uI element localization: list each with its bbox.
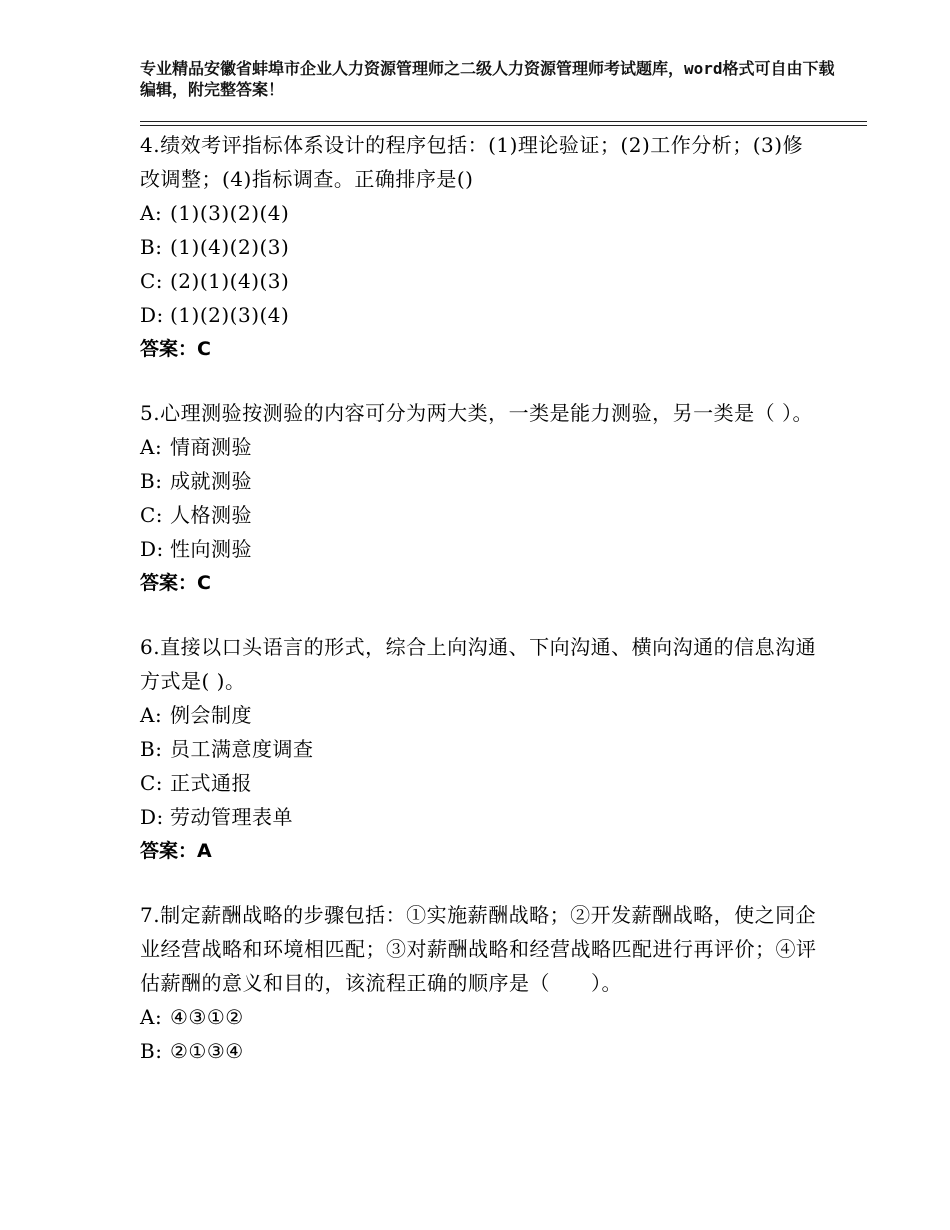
question-5	[140, 396, 820, 600]
document-header: 专业精品安徽省蚌埠市企业人力资源管理师之二级人力资源管理师考试题库，word格式可自由下载编辑，附完整答案！	[140, 59, 835, 99]
option-text: 成就测验	[170, 469, 252, 493]
option-text: (2)(1)(4)(3)	[170, 269, 290, 293]
option-key: C:	[140, 771, 164, 795]
option-a	[140, 196, 820, 230]
option-a	[140, 1000, 820, 1034]
option-text: ④③①②	[170, 1005, 244, 1029]
option-text: (1)(2)(3)(4)	[170, 303, 290, 327]
option-key: D:	[140, 805, 164, 829]
option-key: B:	[140, 235, 163, 259]
question-list	[140, 128, 820, 1098]
question-4	[140, 128, 820, 366]
option-a	[140, 698, 820, 732]
option-key: A:	[140, 703, 163, 727]
question-stem: 6.直接以口头语言的形式，综合上向沟通、下向沟通、横向沟通的信息沟通方式是( )。	[140, 635, 817, 693]
option-c	[140, 498, 820, 532]
option-key: B:	[140, 737, 163, 761]
header-divider	[140, 121, 867, 126]
option-key: A:	[140, 435, 163, 459]
option-b	[140, 464, 820, 498]
question-stem: 7.制定薪酬战略的步骤包括：①实施薪酬战略；②开发薪酬战略，使之同企业经营战略和环境相匹配；③对薪酬战略和经营战略匹配进行再评价；④评估薪酬的意义和目的，该流程正确的顺序是（ ）。	[140, 903, 817, 995]
option-text: 正式通报	[170, 771, 252, 795]
option-key: B:	[140, 469, 163, 493]
option-d	[140, 298, 820, 332]
question-7	[140, 898, 820, 1068]
option-key: B:	[140, 1039, 163, 1063]
option-key: A:	[140, 201, 163, 225]
option-c	[140, 766, 820, 800]
option-text: 劳动管理表单	[170, 805, 293, 829]
option-text: 人格测验	[170, 503, 252, 527]
option-text: ②①③④	[170, 1039, 244, 1063]
option-key: D:	[140, 537, 164, 561]
option-text: 例会制度	[170, 703, 252, 727]
option-key: A:	[140, 1005, 163, 1029]
option-text: (1)(4)(2)(3)	[170, 235, 290, 259]
question-6	[140, 630, 820, 868]
option-b	[140, 230, 820, 264]
answer: 答案：A	[140, 840, 212, 862]
option-b	[140, 1034, 820, 1068]
option-text: 情商测验	[170, 435, 252, 459]
option-key: C:	[140, 503, 164, 527]
question-stem: 5.心理测验按测验的内容可分为两大类，一类是能力测验，另一类是（ ）。	[140, 401, 813, 425]
option-a	[140, 430, 820, 464]
option-text: 员工满意度调查	[170, 737, 314, 761]
option-d	[140, 532, 820, 566]
option-key: D:	[140, 303, 164, 327]
option-text: (1)(3)(2)(4)	[170, 201, 290, 225]
option-d	[140, 800, 820, 834]
answer: 答案：C	[140, 572, 211, 594]
answer: 答案：C	[140, 338, 211, 360]
option-text: 性向测验	[170, 537, 252, 561]
question-stem: 4.绩效考评指标体系设计的程序包括：(1)理论验证；(2)工作分析；(3)修改调整；(4)指标调查。正确排序是()	[140, 133, 804, 191]
option-c	[140, 264, 820, 298]
option-b	[140, 732, 820, 766]
option-key: C:	[140, 269, 164, 293]
